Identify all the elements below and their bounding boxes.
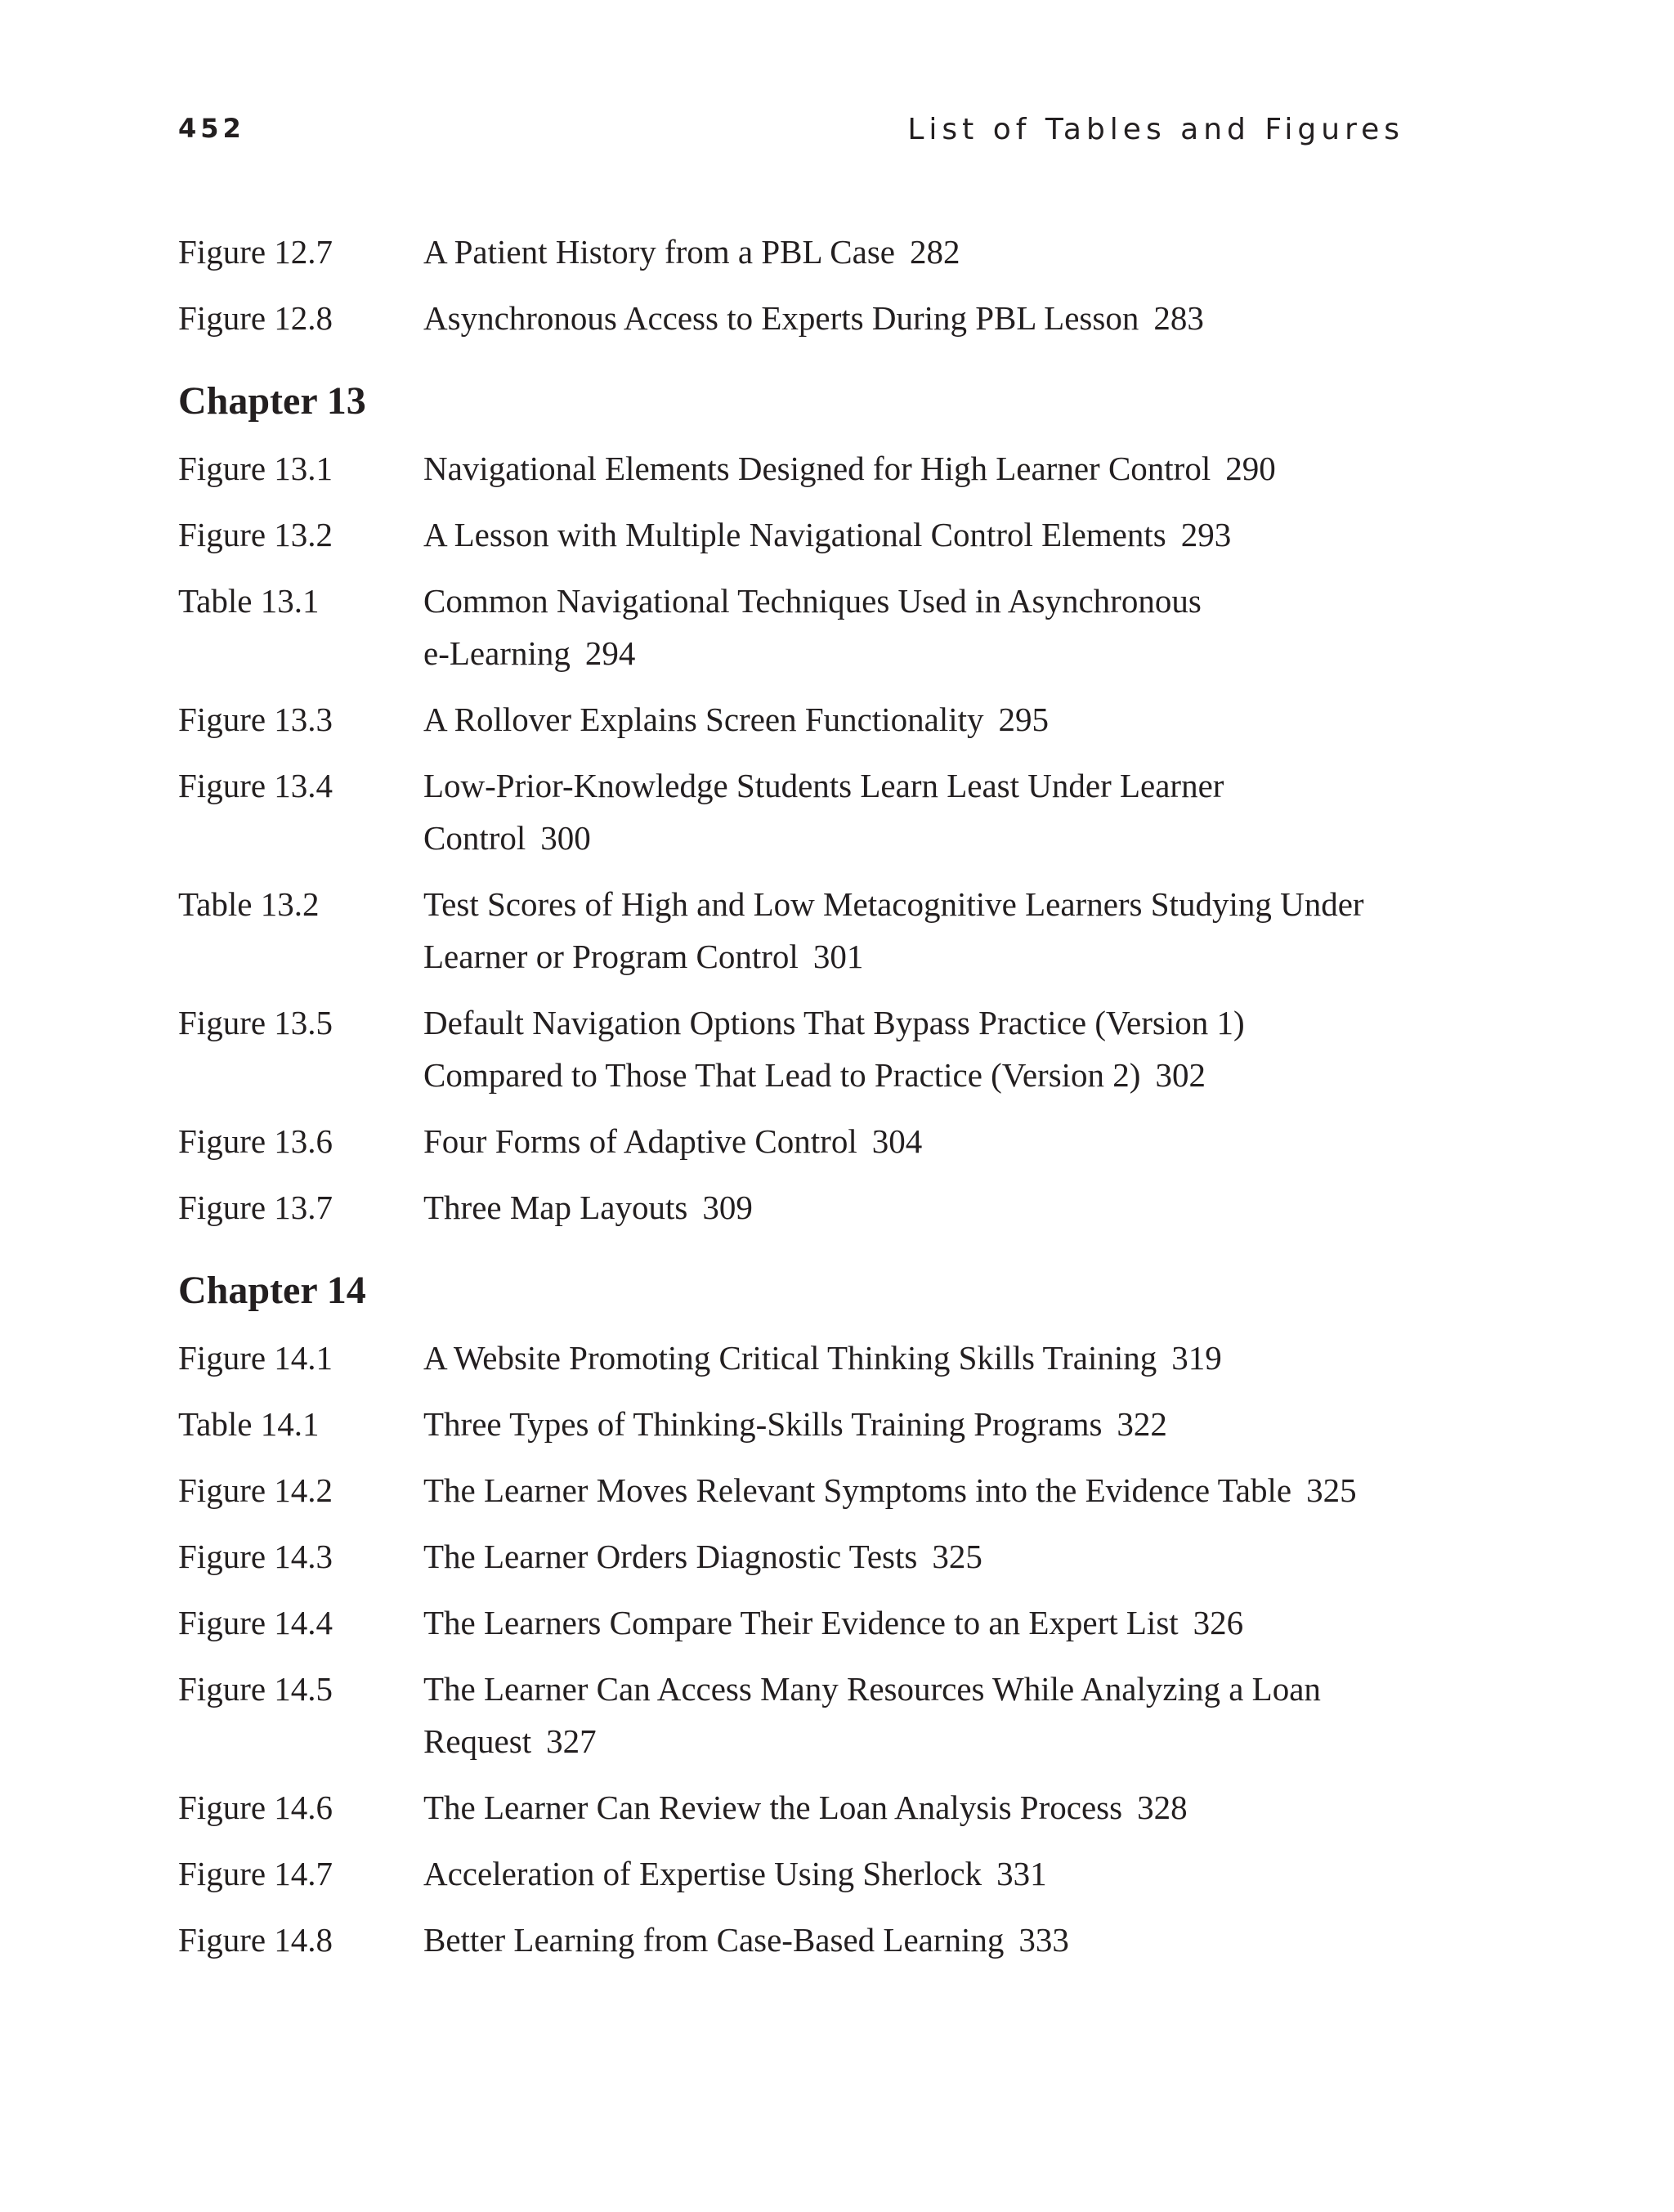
running-head <box>178 113 1404 154</box>
entry-title <box>423 1596 1404 1649</box>
entry-page-number: 328 <box>1137 1789 1188 1826</box>
entry-caption: The Learners Compare Their Evidence to an Expert List <box>423 1604 1179 1641</box>
page-number: 452 <box>178 113 245 144</box>
list-entry <box>178 1596 1404 1649</box>
entry-caption: Better Learning from Case-Based Learning <box>423 1921 1005 1959</box>
entry-page-number: 326 <box>1193 1604 1244 1641</box>
entry-title <box>423 442 1404 495</box>
entry-label: Figure 14.4 <box>178 1604 333 1641</box>
entry-page-number: 325 <box>1306 1471 1357 1509</box>
entry-caption: Low-Prior-Knowledge Students Learn Least Under Learner <box>423 767 1224 804</box>
entry-label: Figure 13.4 <box>178 767 333 804</box>
entry-page-number: 300 <box>540 819 591 857</box>
entry-title-line <box>423 1781 1404 1834</box>
entry-title <box>423 1663 1404 1767</box>
entry-title <box>423 575 1404 679</box>
entry-caption: Four Forms of Adaptive Control <box>423 1122 857 1160</box>
entry-page-number: 333 <box>1018 1921 1069 1959</box>
list-entry <box>178 1663 1404 1767</box>
list-entry <box>178 226 1404 278</box>
entry-page-number: 293 <box>1180 516 1232 553</box>
list-entry <box>178 508 1404 561</box>
entry-title <box>423 226 1404 278</box>
entry-page-number: 327 <box>546 1722 597 1760</box>
entry-title-line <box>423 1596 1404 1649</box>
entry-title-line <box>423 812 1404 864</box>
entry-label: Figure 14.7 <box>178 1855 333 1892</box>
entry-title <box>423 1398 1404 1450</box>
entry-caption: Compared to Those That Lead to Practice (Version 2) <box>423 1056 1141 1094</box>
list-entry <box>178 442 1404 495</box>
entry-label: Table 14.1 <box>178 1405 320 1443</box>
list-of-figures <box>178 226 1404 1980</box>
entry-label: Figure 13.2 <box>178 516 333 553</box>
chapter-14-heading: Chapter 14 <box>178 1269 366 1312</box>
entry-page-number: 294 <box>584 634 636 672</box>
intro-entries <box>178 226 1404 344</box>
entry-title-line <box>423 1847 1404 1900</box>
entry-label: Figure 14.8 <box>178 1921 333 1959</box>
entry-title <box>423 292 1404 344</box>
list-entry <box>178 1847 1404 1900</box>
list-entry <box>178 1914 1404 1966</box>
entry-caption: The Learner Can Review the Loan Analysis Process <box>423 1789 1123 1826</box>
entry-caption: A Patient History from a PBL Case <box>423 233 895 271</box>
entry-title-line <box>423 1049 1404 1101</box>
entry-title-line <box>423 1115 1404 1167</box>
entry-title <box>423 1781 1404 1834</box>
entry-caption: A Lesson with Multiple Navigational Control Elements <box>423 516 1166 553</box>
entry-title <box>423 508 1404 561</box>
entry-caption: The Learner Can Access Many Resources While Analyzing a Loan <box>423 1670 1321 1708</box>
entry-title <box>423 996 1404 1101</box>
entry-label: Figure 13.7 <box>178 1189 333 1226</box>
entry-caption: Common Navigational Techniques Used in Asynchronous <box>423 582 1202 620</box>
entry-title <box>423 693 1404 746</box>
entry-title-line <box>423 1398 1404 1450</box>
entry-caption: Three Types of Thinking-Skills Training Programs <box>423 1405 1103 1443</box>
list-entry <box>178 1115 1404 1167</box>
list-entry <box>178 1781 1404 1834</box>
entry-label: Figure 13.6 <box>178 1122 333 1160</box>
list-entry <box>178 878 1404 983</box>
entry-label: Table 13.2 <box>178 885 320 923</box>
entry-label: Figure 13.1 <box>178 450 333 487</box>
entry-caption: Default Navigation Options That Bypass Practice (Version 1) <box>423 1004 1245 1041</box>
entry-title-line <box>423 226 1404 278</box>
entry-title-line <box>423 627 1404 679</box>
entry-page-number: 304 <box>871 1122 923 1160</box>
entry-title-line <box>423 996 1404 1049</box>
list-entry <box>178 1181 1404 1234</box>
entry-title-line <box>423 930 1404 983</box>
entry-label: Figure 14.1 <box>178 1339 333 1377</box>
entry-title <box>423 759 1404 864</box>
entry-label: Figure 13.3 <box>178 701 333 738</box>
entry-title <box>423 1332 1404 1384</box>
entry-title <box>423 1115 1404 1167</box>
entry-title-line <box>423 442 1404 495</box>
entry-page-number: 290 <box>1225 450 1276 487</box>
entry-page-number: 331 <box>996 1855 1047 1892</box>
running-title: List of Tables and Figures <box>907 113 1404 146</box>
entry-title-line <box>423 878 1404 930</box>
list-entry <box>178 1464 1404 1516</box>
list-entry <box>178 693 1404 746</box>
entry-caption: Asynchronous Access to Experts During PBL Lesson <box>423 299 1139 337</box>
entry-title <box>423 1464 1404 1516</box>
entry-title-line <box>423 693 1404 746</box>
entry-page-number: 295 <box>998 701 1050 738</box>
entry-title <box>423 1530 1404 1583</box>
entry-label: Figure 14.3 <box>178 1538 333 1575</box>
chapter-14-entries <box>178 1332 1404 1966</box>
list-entry <box>178 1398 1404 1450</box>
entry-label: Figure 14.2 <box>178 1471 333 1509</box>
entry-label: Figure 14.6 <box>178 1789 333 1826</box>
entry-label: Figure 14.5 <box>178 1670 333 1708</box>
entry-caption: A Website Promoting Critical Thinking Skills Training <box>423 1339 1157 1377</box>
entry-label: Figure 13.5 <box>178 1004 333 1041</box>
entry-title-line <box>423 1464 1404 1516</box>
list-entry <box>178 759 1404 864</box>
chapter-13-entries <box>178 442 1404 1234</box>
entry-caption: Navigational Elements Designed for High Learner Control <box>423 450 1211 487</box>
entry-title-line <box>423 575 1404 627</box>
entry-title-line <box>423 1530 1404 1583</box>
entry-caption: Three Map Layouts <box>423 1189 688 1226</box>
entry-caption: Control <box>423 819 526 857</box>
entry-page-number: 325 <box>932 1538 982 1575</box>
entry-label: Figure 12.7 <box>178 233 333 271</box>
entry-page-number: 319 <box>1171 1339 1222 1377</box>
entry-page-number: 309 <box>702 1189 753 1226</box>
entry-title-line <box>423 1663 1404 1715</box>
entry-title-line <box>423 1332 1404 1384</box>
entry-caption: Acceleration of Expertise Using Sherlock <box>423 1855 982 1892</box>
entry-title <box>423 878 1404 983</box>
entry-title-line <box>423 508 1404 561</box>
entry-caption: The Learner Moves Relevant Symptoms into the Evidence Table <box>423 1471 1292 1509</box>
list-entry <box>178 996 1404 1101</box>
entry-caption: e-Learning <box>423 634 571 672</box>
entry-label: Table 13.1 <box>178 582 320 620</box>
entry-title-line <box>423 759 1404 812</box>
entry-page-number: 301 <box>812 938 864 975</box>
entry-page-number: 322 <box>1117 1405 1167 1443</box>
entry-title <box>423 1914 1404 1966</box>
entry-title <box>423 1181 1404 1234</box>
chapter-13-heading: Chapter 13 <box>178 379 366 423</box>
list-entry <box>178 1332 1404 1384</box>
entry-title-line <box>423 1181 1404 1234</box>
entry-caption: Request <box>423 1722 532 1760</box>
entry-caption: Test Scores of High and Low Metacognitive Learners Studying Under <box>423 885 1364 923</box>
list-entry <box>178 292 1404 344</box>
entry-title <box>423 1847 1404 1900</box>
list-entry <box>178 1530 1404 1583</box>
entry-caption: The Learner Orders Diagnostic Tests <box>423 1538 918 1575</box>
entry-page-number: 302 <box>1155 1056 1206 1094</box>
entry-caption: Learner or Program Control <box>423 938 799 975</box>
entry-page-number: 282 <box>909 233 960 271</box>
entry-title-line <box>423 1914 1404 1966</box>
entry-page-number: 283 <box>1153 299 1204 337</box>
entry-title-line <box>423 1715 1404 1767</box>
list-entry <box>178 575 1404 679</box>
entry-caption: A Rollover Explains Screen Functionality <box>423 701 984 738</box>
entry-label: Figure 12.8 <box>178 299 333 337</box>
entry-title-line <box>423 292 1404 344</box>
